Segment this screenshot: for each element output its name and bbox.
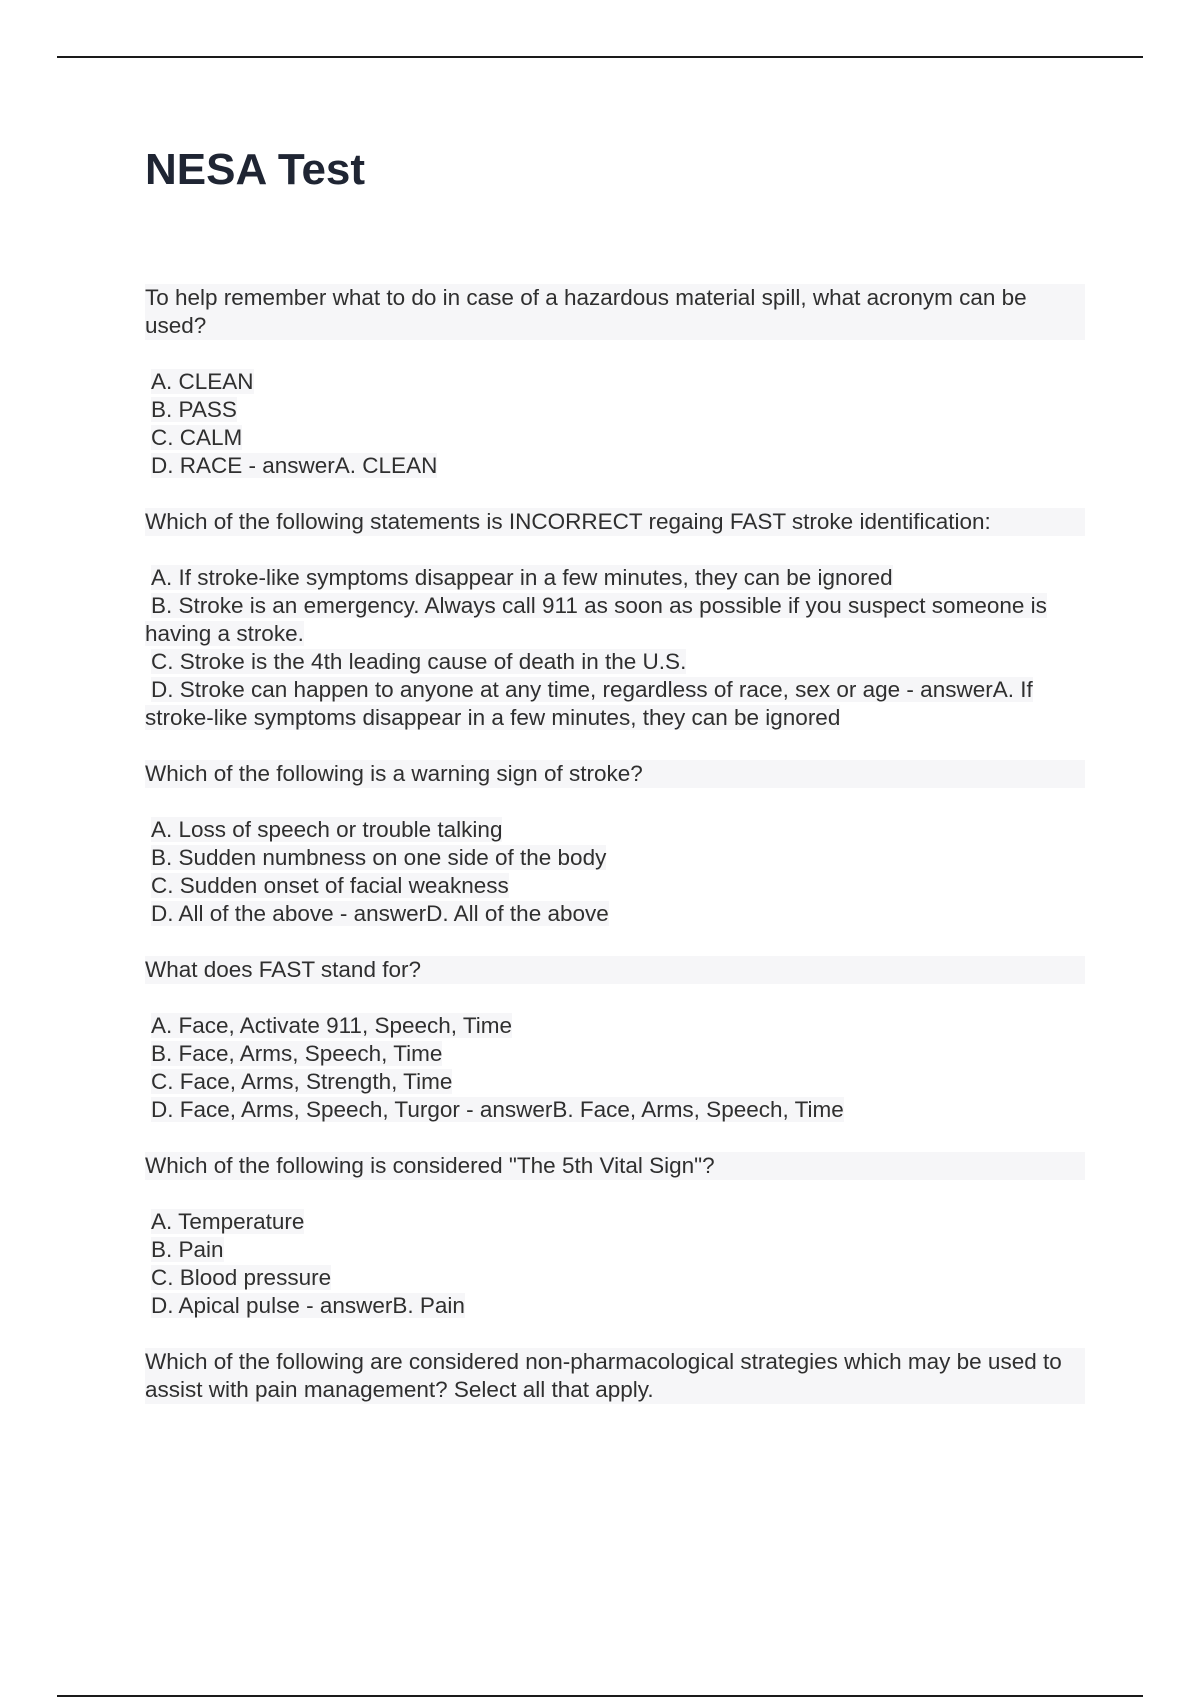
option-list — [145, 1012, 1085, 1124]
option-item: D. Stroke can happen to anyone at any time, regardless of race, sex or age - answerA. If stroke-like symptoms disappear in a few minutes, they can be ignored — [145, 677, 1033, 730]
question-list — [145, 284, 1085, 1432]
question-text: Which of the following statements is INCORRECT regaing FAST stroke identification: — [145, 508, 1085, 536]
option-item: A. Temperature — [151, 1209, 305, 1234]
question-block — [145, 760, 1085, 928]
option-list — [145, 816, 1085, 928]
page-title: NESA Test — [145, 145, 366, 194]
option-item: B. Stroke is an emergency. Always call 911 as soon as possible if you suspect someone is having a stroke. — [145, 593, 1047, 646]
option-item: C. Sudden onset of facial weakness — [151, 873, 509, 898]
option-item: B. PASS — [151, 397, 237, 422]
option-list — [145, 564, 1085, 732]
question-text: Which of the following is considered "The 5th Vital Sign"? — [145, 1152, 1085, 1180]
option-item: A. Face, Activate 911, Speech, Time — [151, 1013, 513, 1038]
question-block — [145, 1152, 1085, 1320]
question-block — [145, 1348, 1085, 1404]
option-item: C. Blood pressure — [151, 1265, 332, 1290]
question-text: What does FAST stand for? — [145, 956, 1085, 984]
option-item: B. Pain — [151, 1237, 224, 1262]
option-item: D. RACE - answerA. CLEAN — [151, 453, 438, 478]
question-text: Which of the following are considered non-pharmacological strategies which may be used to assist with pain management? Select all that apply. — [145, 1348, 1085, 1404]
option-item: B. Face, Arms, Speech, Time — [151, 1041, 443, 1066]
question-block — [145, 508, 1085, 732]
option-item: C. Face, Arms, Strength, Time — [151, 1069, 453, 1094]
option-item: A. If stroke-like symptoms disappear in a few minutes, they can be ignored — [151, 565, 893, 590]
option-item: B. Sudden numbness on one side of the body — [151, 845, 607, 870]
option-item: A. Loss of speech or trouble talking — [151, 817, 503, 842]
option-item: D. Apical pulse - answerB. Pain — [151, 1293, 465, 1318]
option-item: C. CALM — [151, 425, 243, 450]
bottom-rule — [57, 1695, 1143, 1697]
question-text: Which of the following is a warning sign of stroke? — [145, 760, 1085, 788]
option-item: A. CLEAN — [151, 369, 254, 394]
question-text: To help remember what to do in case of a hazardous material spill, what acronym can be used? — [145, 284, 1085, 340]
question-block — [145, 956, 1085, 1124]
top-rule — [57, 56, 1143, 58]
option-list — [145, 368, 1085, 480]
option-item: D. Face, Arms, Speech, Turgor - answerB. Face, Arms, Speech, Time — [151, 1097, 844, 1122]
question-block — [145, 284, 1085, 480]
option-item: C. Stroke is the 4th leading cause of death in the U.S. — [151, 649, 687, 674]
option-list — [145, 1208, 1085, 1320]
option-item: D. All of the above - answerD. All of the above — [151, 901, 609, 926]
